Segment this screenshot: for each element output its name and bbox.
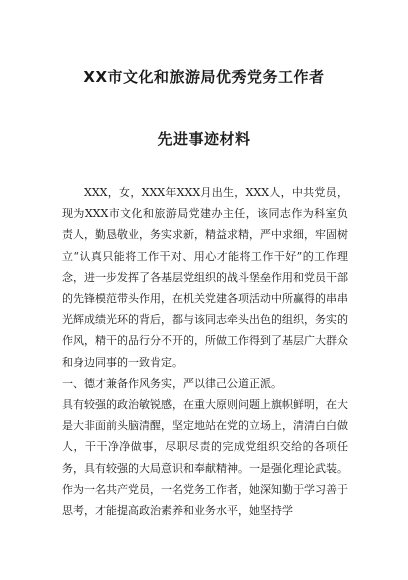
document-subtitle: 先进事迹材料: [157, 130, 251, 148]
paragraph-section-1: 具有较强的政治敏锐感，在重大原则问题上旗帜鲜明，在大是大非面前头脑清醒，坚定地站在党的立场上，清清白白做人，干干净净做事，尽职尽责的完成党组织交给的各项任务，具有较强的大局意识和奉献精神。一是强化理论武装。作为一名共产党员，一名党务工作者，她深知勤于学习善于思考，才能提高政治素养和业务水平，她坚持学: [62, 398, 348, 518]
section-heading-1: 一、德才兼备作风务实，严以律己公道正派。: [62, 376, 282, 390]
document-title: XX市文化和旅游局优秀党务工作者: [83, 68, 325, 86]
document-body: [62, 182, 348, 521]
paragraph-intro: XXX，女，XXX年XXX月出生，XXX人，中共党员，现为XXX市文化和旅游局党建办主任，该同志作为科室负责人，勤恳敬业，务实求新，精益求精，严中求细，牢固树立“认真只能将工作干对、用心才能将工作干好”的工作理念，进一步发挥了各基层党组织的战斗堡垒作用和党员干部的先锋模范带头作用，在机关党建各项活动中所赢得的串串光辉成绩光环的背后，都与该同志牵头出色的组织，务实的作风，精干的品行分不开的，所做工作得到了基层广大群众和身边同事的一致肯定。: [62, 186, 348, 369]
